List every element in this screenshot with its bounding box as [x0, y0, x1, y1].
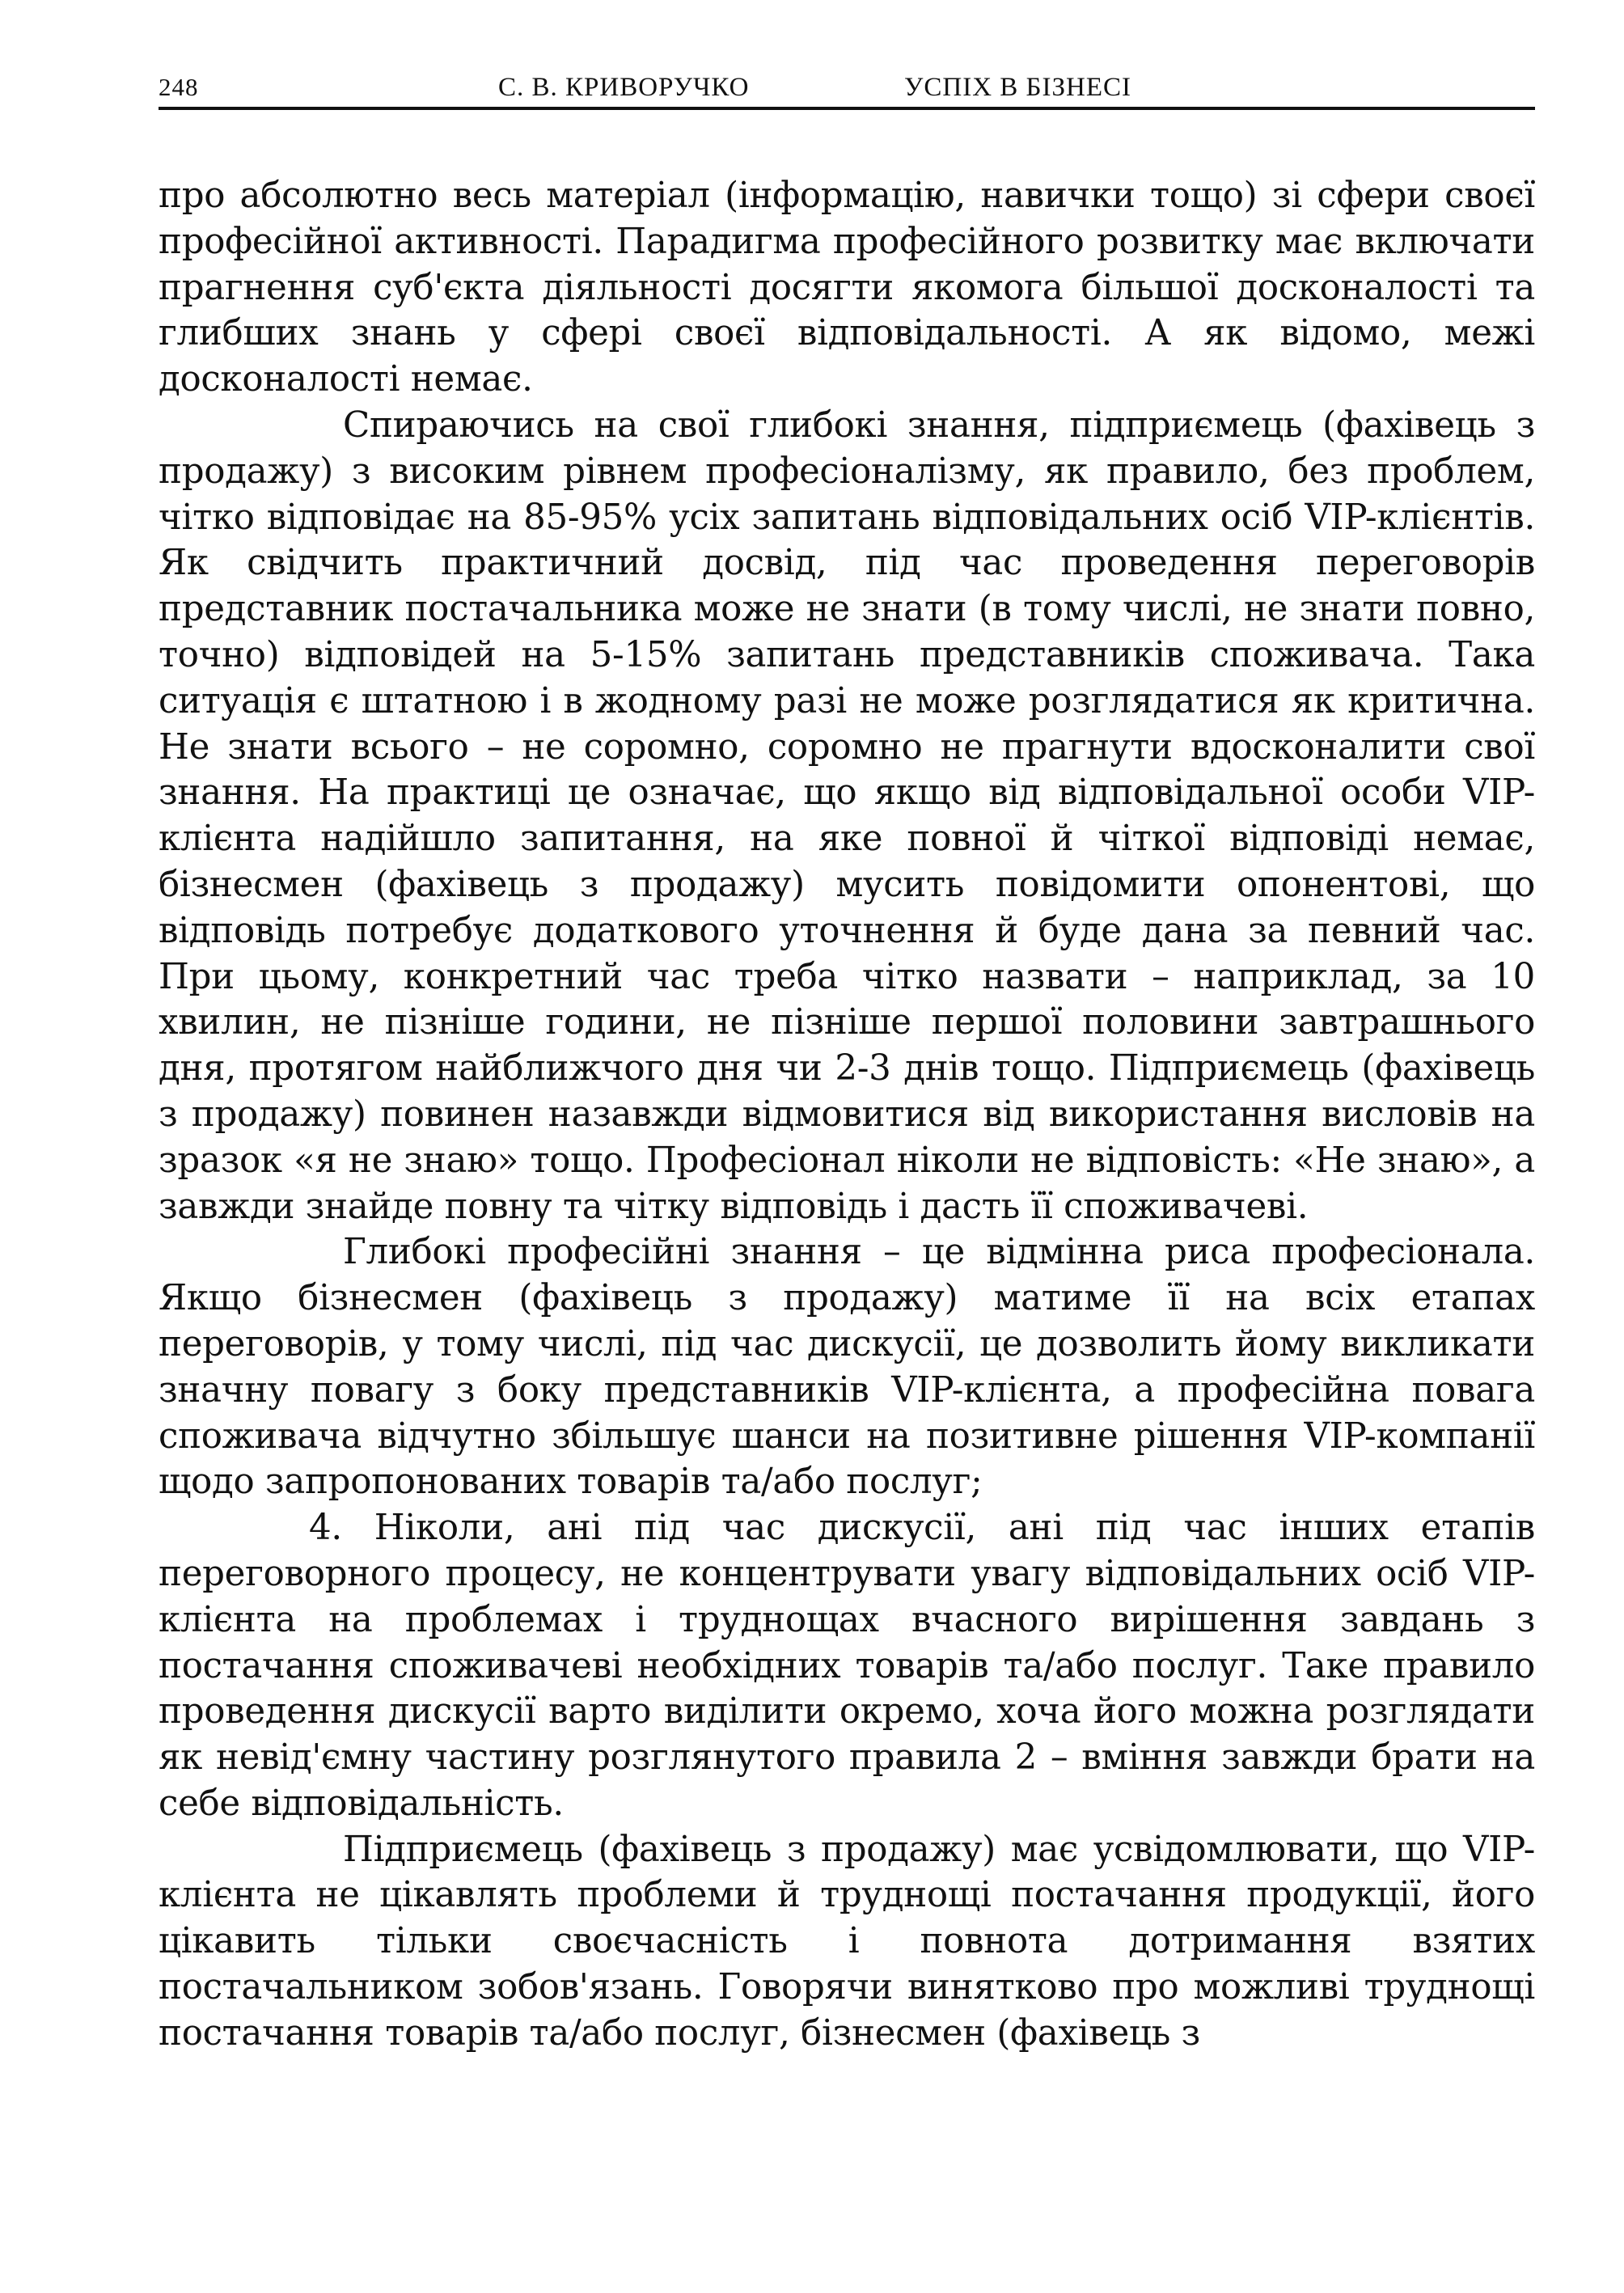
running-header-author: С. В. КРИВОРУЧКО — [498, 73, 750, 102]
paragraph: 4. Ніколи, ані під час дискусії, ані під час інших етапів переговорного процесу, не концентрувати увагу відповідальних осіб VIP-клієнта на проблемах і труднощах вчасного вирішення завдань з постачання споживачеві необхідних товарів та/або послуг. Таке правило проведення дискусії варто виділити окремо, хоча його можна розглядати як невід'ємну частину розглянутого правила 2 – вміння завжди брати на себе відповідальність. — [159, 1508, 1535, 1824]
running-header — [159, 66, 1535, 110]
page-number: 248 — [159, 73, 199, 101]
running-header-title: УСПІХ В БІЗНЕСІ — [904, 73, 1131, 102]
paragraph: Підприємець (фахівець з продажу) має усвідомлювати, що VIP-клієнта не цікавлять проблеми й труднощі постачання продукції, його цікавить тільки своєчасність і повнота дотримання взятих постачальником зобов'язань. Говорячи винятково про можливі труднощі постачання товарів та/або послуг, бізнесмен (фахівець з — [159, 1829, 1535, 2054]
paragraph: Глибокі професійні знання – це відмінна риса професіонала. Якщо бізнесмен (фахівець з продажу) матиме її на всіх етапах переговорів, у тому числі, під час дискусії, це дозволить йому викликати значну повагу з боку представників VIP-клієнта, а професійна повага споживача відчутно збільшує шанси на позитивне рішення VIP-компанії щодо запропонованих товарів та/або послуг; — [159, 1232, 1535, 1503]
body-text — [159, 173, 1535, 2057]
paragraph: Спираючись на свої глибокі знання, підприємець (фахівець з продажу) з високим рівнем професіоналізму, як правило, без проблем, чітко відповідає на 85-95% усіх запитань відповідальних осіб VIP-клієнтів. Як свідчить практичний досвід, під час проведення переговорів представник постачальника може не знати (в тому числі, не знати повно, точно) відповідей на 5-15% запитань представників споживача. Така ситуація є штатною і в жодному разі не може розглядатися як критична. Не знати всього – не соромно, соромно не прагнути вдосконалити свої знання. На практиці це означає, що якщо від відповідальної особи VIP-клієнта надійшло запитання, на яке повної й чіткої відповіді немає, бізнесмен (фахівець з продажу) мусить повідомити опонентові, що відповідь потребує додаткового уточнення й буде дана за певний час. При цьому, конкретний час треба чітко назвати – наприклад, за 10 хвилин, не пізніше години, не пізніше першої половини завтрашнього дня, протягом найближчого дня чи 2-3 днів тощо. Підприємець (фахівець з продажу) повинен назавжди відмовитися від використання висловів на зразок «я не знаю» тощо. Професіонал ніколи не відповість: «Не знаю», а завжди знайде повну та чітку відповідь і дасть її споживачеві. — [159, 404, 1535, 1227]
paragraph: про абсолютно весь матеріал (інформацію, навички тощо) зі сфери своєї професійної активності. Парадигма професійного розвитку має включати прагнення суб'єкта діяльності досягти якомога більшої досконалості та глибших знань у сфері своєї відповідальності. А як відомо, межі досконалості немає. — [159, 176, 1535, 400]
